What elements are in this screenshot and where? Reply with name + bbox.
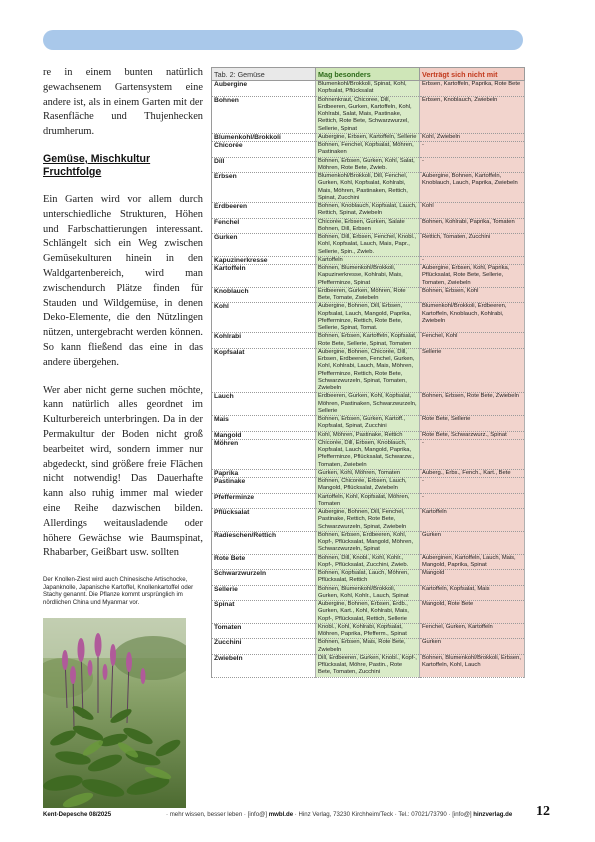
dislikes-cell: Kartoffeln, Kopfsalat, Mais	[420, 585, 525, 601]
vegetable-name: Kopfsalat	[212, 348, 316, 393]
table-row	[212, 601, 525, 624]
table-row	[212, 478, 525, 494]
table-row	[212, 416, 525, 432]
vegetable-name: Fenchel	[212, 218, 316, 234]
dislikes-cell: -	[420, 493, 525, 509]
dislikes-cell: Rote Bete, Schwarzwurz., Spinat	[420, 431, 525, 439]
dislikes-cell: Erbsen, Knoblauch, Zwiebeln	[420, 96, 525, 133]
dislikes-cell: -	[420, 256, 525, 264]
likes-cell: Blumenkohl/Brokkoli, Dill, Fenchel, Gurken, Kohl, Kopfsalat, Kohlrabi, Mais, Möhren, Pastinaken, Rettich, Spinat, Zucchini	[316, 173, 420, 203]
page-number: 12	[536, 804, 550, 819]
dislikes-cell: Kartoffeln	[420, 509, 525, 532]
table-row	[212, 96, 525, 133]
likes-cell: Chicorée, Erbsen, Gurken, Salate Bohnen, Dill, Erbsen	[316, 218, 420, 234]
header-dislikes: Verträgt sich nicht mit	[420, 68, 525, 81]
table-row	[212, 157, 525, 173]
likes-cell: Erdbeeren, Gurken, Kohl, Kopfsalat, Möhren, Pastinaken, Schwarzwurzeln, Sellerie	[316, 393, 420, 416]
likes-cell: Knobl., Kohl, Kohlrabi, Kopfsalat, Möhren, Paprika, Pfefferm., Spinat	[316, 623, 420, 639]
header-bar	[43, 30, 523, 50]
dislikes-cell: -	[420, 439, 525, 469]
likes-cell: Kartoffeln	[316, 256, 420, 264]
likes-cell: Bohnen, Blumenkohl/Brokkoli, Kapuzinerkresse, Kohlrabi, Mais, Pfefferminze, Spinat	[316, 265, 420, 288]
photo-caption: Der Knollen-Ziest wird auch Chinesische Artischocke, Japanknolle, Japanische Kartoffel, Knollenkartoffel oder Stachy genannt. Die Pflanze kommt ursprünglich im nördlichen China und Myanmar vor.	[43, 576, 194, 607]
footer-publication: Kent-Depesche 08/2025	[43, 811, 112, 818]
footer-link[interactable]: hinzverlag.de	[473, 811, 513, 818]
likes-cell: Aubergine, Bohnen, Chicorée, Dill, Erbsen, Erdbeeren, Fenchel, Gurken, Kohl, Kohlrabi, Lauch, Mais, Möhren, Pfefferminze, Rettich, Rote Bete, Schwarzwurzeln, Spinat, Tomaten, Zwiebeln	[316, 348, 420, 393]
table-row	[212, 469, 525, 477]
table-row	[212, 493, 525, 509]
header-vegetable: Tab. 2: Gemüse	[212, 68, 316, 81]
likes-cell: Aubergine, Erbsen, Kartoffeln, Sellerie	[316, 133, 420, 141]
table-row	[212, 218, 525, 234]
likes-cell: Bohnen, Blumenkohl/Brokkoli, Gurken, Kohl, Kohlr., Lauch, Spinat	[316, 585, 420, 601]
dislikes-cell: Auberginen, Kartoffeln, Lauch, Mais, Mangold, Paprika, Spinat	[420, 554, 525, 570]
vegetable-name: Gurken	[212, 234, 316, 257]
likes-cell: Bohnen, Erbsen, Erdbeeren, Kohl, Kopf-, Pflücksalat, Mangold, Möhren, Schwarzwurzeln, Spinat	[316, 531, 420, 554]
vegetable-name: Mangold	[212, 431, 316, 439]
table-row	[212, 173, 525, 203]
vegetable-name: Knoblauch	[212, 287, 316, 303]
footer-text: · Hinz Verlag, 73230 Kirchheim/Teck · Tel.: 07021/73790 · [info@]	[293, 811, 474, 818]
dislikes-cell: Kohl	[420, 203, 525, 219]
vegetable-name: Mais	[212, 416, 316, 432]
table-row	[212, 531, 525, 554]
dislikes-cell: -	[420, 142, 525, 158]
likes-cell: Bohnen, Erbsen, Gurken, Kartoff., Kopfsalat, Spinat, Zucchini	[316, 416, 420, 432]
vegetable-name: Dill	[212, 157, 316, 173]
likes-cell: Aubergine, Bohnen, Dill, Erbsen, Kopfsalat, Lauch, Mangold, Paprika, Pfefferminze, Rettich, Rote Bete, Sellerie, Spinat, Tomat.	[316, 303, 420, 333]
likes-cell: Aubergine, Bohnen, Dill, Fenchel, Pastinake, Rettich, Rote Bete, Schwarzwurzeln, Spinat, Zwiebeln	[316, 509, 420, 532]
vegetable-name: Kapuzinerkresse	[212, 256, 316, 264]
table-row	[212, 287, 525, 303]
footer-link[interactable]: mwbl.de	[268, 811, 294, 818]
table-row	[212, 570, 525, 586]
vegetable-name: Spinat	[212, 601, 316, 624]
dislikes-cell: Fenchel, Kohl	[420, 333, 525, 349]
dislikes-cell: Bohnen, Erbsen, Rote Bete, Zwiebeln	[420, 393, 525, 416]
table-row	[212, 509, 525, 532]
likes-cell: Bohnen, Erbsen, Kartoffeln, Kopfsalat, Rote Bete, Sellerie, Spinat, Tomaten	[316, 333, 420, 349]
dislikes-cell: Rettich, Tomaten, Zucchini	[420, 234, 525, 257]
dislikes-cell: -	[420, 478, 525, 494]
vegetable-name: Pflücksalat	[212, 509, 316, 532]
vegetable-name: Radieschen/Rettich	[212, 531, 316, 554]
table-row	[212, 234, 525, 257]
vegetable-name: Zwiebeln	[212, 654, 316, 677]
table-header-row	[212, 68, 525, 81]
table-row	[212, 585, 525, 601]
vegetable-companion-table	[211, 67, 525, 678]
likes-cell: Blumenkohl/Brokkoli, Spinat, Kohl, Kopfsalat, Pflücksalat	[316, 81, 420, 97]
vegetable-name: Möhren	[212, 439, 316, 469]
likes-cell: Bohnen, Erbsen, Mais, Rote Bete, Zwiebeln	[316, 639, 420, 655]
likes-cell: Aubergine, Bohnen, Erbsen, Erdb., Gurken, Kart., Kohl, Kohlrabi, Mais, Kopf-, Pflücksalat, Rettich, Sellerie	[316, 601, 420, 624]
table-row	[212, 348, 525, 393]
table-row	[212, 133, 525, 141]
likes-cell: Erdbeeren, Gurken, Möhren, Rote Bete, Tomate, Zwiebeln	[316, 287, 420, 303]
vegetable-name: Pastinake	[212, 478, 316, 494]
vegetable-name: Bohnen	[212, 96, 316, 133]
likes-cell: Bohnen, Knoblauch, Kopfsalat, Lauch, Rettich, Spinat, Zwiebeln	[316, 203, 420, 219]
article-paragraph: re in einem bunten natürlich gewachsenem Gartensystem eine andere ist, als in einem Garten mit der Rasenfläche und Thujenhecken drumherum.	[43, 67, 203, 138]
likes-cell: Gurken, Kohl, Möhren, Tomaten	[316, 469, 420, 477]
likes-cell: Kartoffeln, Kohl, Kopfsalat, Möhren, Tomaten	[316, 493, 420, 509]
header-likes: Mag besonders	[316, 68, 420, 81]
dislikes-cell: -	[420, 157, 525, 173]
vegetable-name: Chicorée	[212, 142, 316, 158]
dislikes-cell: Mangold	[420, 570, 525, 586]
vegetable-name: Paprika	[212, 469, 316, 477]
vegetable-name: Erdbeeren	[212, 203, 316, 219]
table-row	[212, 554, 525, 570]
likes-cell: Bohnenkraut, Chicoree, Dill, Erdbeeren, Gurken, Kartoffeln, Kohl, Kohlrabi, Salat, Mais, Pastinake, Rettich, Rote Bete, Schwarzwurzel, Sellerie, Spinat	[316, 96, 420, 133]
dislikes-cell: Gurken	[420, 639, 525, 655]
footer-text: · mehr wissen, besser leben · [info@]	[166, 811, 269, 818]
likes-cell: Dill, Erdbeeren, Gurken, Knobl., Kopf-, Pflücksalat, Möhre, Pastin., Rote Bete, Tomaten, Zucchini	[316, 654, 420, 677]
vegetable-name: Zucchini	[212, 639, 316, 655]
table-row	[212, 393, 525, 416]
dislikes-cell: Erbsen, Kartoffeln, Paprika, Rote Bete	[420, 81, 525, 97]
article-text-column	[43, 66, 203, 574]
vegetable-name: Kohl	[212, 303, 316, 333]
dislikes-cell: Rote Bete, Sellerie	[420, 416, 525, 432]
table-row	[212, 639, 525, 655]
vegetable-name: Kohlrabi	[212, 333, 316, 349]
likes-cell: Kohl, Möhren, Pastinake, Rettich	[316, 431, 420, 439]
footer-contact	[166, 811, 512, 818]
dislikes-cell: Bohnen, Kohlrabi, Paprika, Tomaten	[420, 218, 525, 234]
plant-photo	[43, 618, 186, 808]
likes-cell: Bohnen, Chicorée, Erbsen, Lauch, Mangold, Pflücksalat, Zwiebeln	[316, 478, 420, 494]
table-row	[212, 654, 525, 677]
table-row	[212, 333, 525, 349]
table-row	[212, 203, 525, 219]
dislikes-cell: Blumenkohl/Brokkoli, Erdbeeren, Kartoffeln, Knoblauch, Kohlrabi, Zwiebeln	[420, 303, 525, 333]
table-row	[212, 303, 525, 333]
dislikes-cell: Aubergine, Erbsen, Kohl, Paprika, Pflücksalat, Rote Bete, Sellerie, Tomaten, Zwiebeln	[420, 265, 525, 288]
vegetable-name: Tomaten	[212, 623, 316, 639]
likes-cell: Bohnen, Dill, Erbsen, Fenchel, Knobl., Kohl, Kopfsalat, Lauch, Mais, Papr., Sellerie, Spin., Zwieb.	[316, 234, 420, 257]
table-row	[212, 265, 525, 288]
vegetable-name: Sellerie	[212, 585, 316, 601]
section-heading: Gemüse, Mischkultur Fruchtfolge	[43, 152, 151, 178]
dislikes-cell: Mangold, Rote Bete	[420, 601, 525, 624]
table-row	[212, 623, 525, 639]
table-row	[212, 439, 525, 469]
dislikes-cell: Bohnen, Erbsen, Kohl	[420, 287, 525, 303]
likes-cell: Bohnen, Kopfsalat, Lauch, Möhren, Pflücksalat, Rettich	[316, 570, 420, 586]
table-row	[212, 431, 525, 439]
article-paragraph: Wer aber nicht gerne suchen möchte, kann natürlich alles geordnet im Kulturbereich unterbringen. Da in der Permakultur der Boden nicht groß bearbeitet wird, sondern immer nur abgedeckt, sind größere freie Flächen nicht notwendig! Das Dauerhafte kann also ruhig immer mal wieder eine Reihe dazwischen bilden. Allerdings weitausladende oder höhere Gewächse wie Baumspinat, Rhabarber, Geißbart usw. sollten	[43, 384, 203, 559]
vegetable-name: Schwarzwurzeln	[212, 570, 316, 586]
dislikes-cell: Sellerie	[420, 348, 525, 393]
vegetable-name: Pfefferminze	[212, 493, 316, 509]
dislikes-cell: Kohl, Zwiebeln	[420, 133, 525, 141]
vegetable-name: Lauch	[212, 393, 316, 416]
dislikes-cell: Fenchel, Gurken, Kartoffeln	[420, 623, 525, 639]
likes-cell: Bohnen, Dill, Knobl., Kohl, Kohlr., Kopf-, Pflücksalat, Zucchini, Zwieb.	[316, 554, 420, 570]
table-row	[212, 142, 525, 158]
vegetable-name: Kartoffeln	[212, 265, 316, 288]
dislikes-cell: Aubergine, Bohnen, Kartoffeln, Knoblauch, Lauch, Paprika, Zwiebeln	[420, 173, 525, 203]
table-row	[212, 256, 525, 264]
likes-cell: Bohnen, Erbsen, Gurken, Kohl, Salat, Möhren, Rote Bete, Zwieb.	[316, 157, 420, 173]
dislikes-cell: Bohnen, Blumenkohl/Brokkoli, Erbsen, Kartoffeln, Kohl, Lauch	[420, 654, 525, 677]
dislikes-cell: Auberg., Erbs., Fench., Kart., Bete	[420, 469, 525, 477]
vegetable-name: Blumenkohl/Brokkoli	[212, 133, 316, 141]
table-row	[212, 81, 525, 97]
likes-cell: Bohnen, Fenchel, Kopfsalat, Möhren, Pastinaken	[316, 142, 420, 158]
vegetable-name: Rote Bete	[212, 554, 316, 570]
vegetable-name: Aubergine	[212, 81, 316, 97]
article-paragraph: Ein Garten wird vor allem durch unterschiedliche Strukturen, Höhen und Farbschattierungen interessant. Schlängelt sich ein Weg zwischen Gemüsekulturen hinein in den Waldgartenbereich, wird man zwischendurch Plätze finden für Stauden und Wildgemüse, in denen Deko-Elemente, die den Nützlingen nützen, untergebracht werden können. So kann fließend das eine in das andere übergehen.	[43, 193, 203, 368]
vegetable-name: Erbsen	[212, 173, 316, 203]
likes-cell: Chicorée, Dill, Erbsen, Knoblauch, Kopfsalat, Lauch, Mangold, Paprika, Pfefferminze, Pflücksalat, Schwarzw., Tomaten, Zwiebeln	[316, 439, 420, 469]
dislikes-cell: Gurken	[420, 531, 525, 554]
